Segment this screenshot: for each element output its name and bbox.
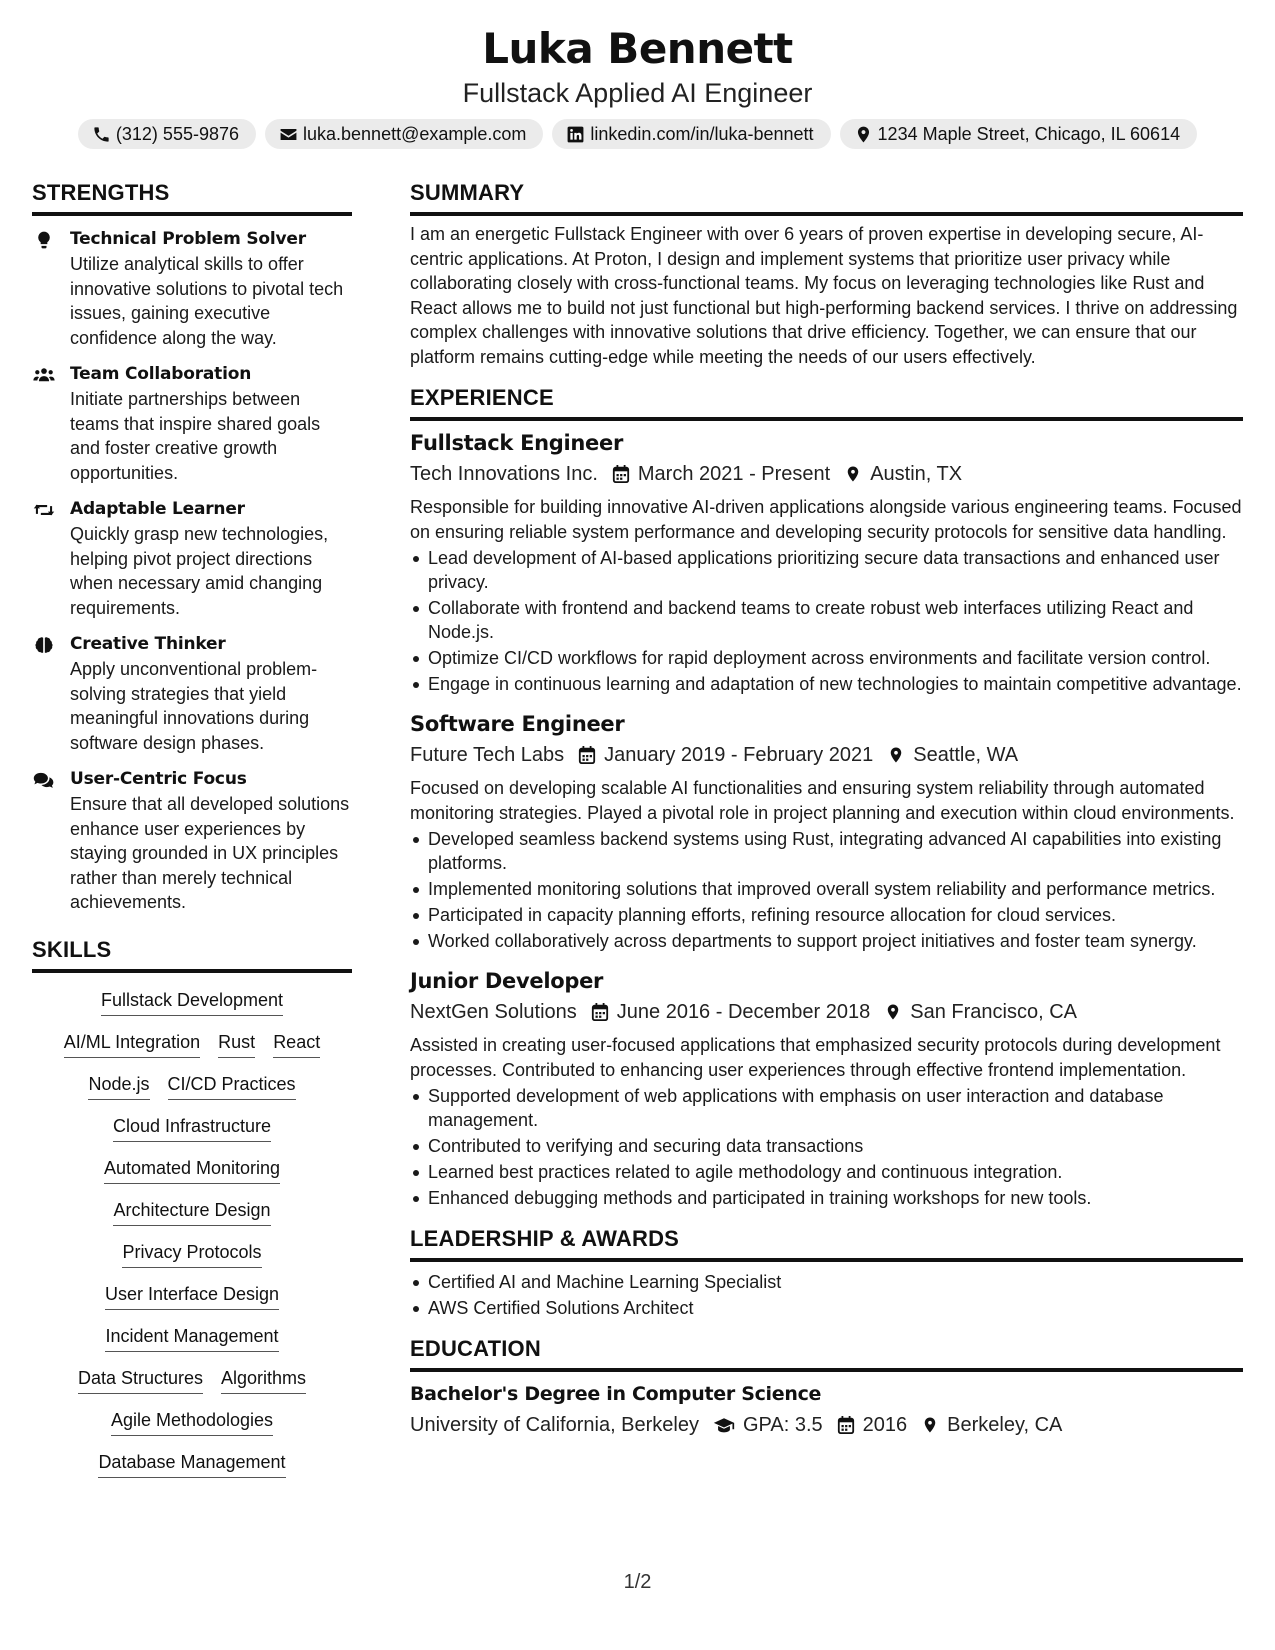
skill-tag: Automated Monitoring [104, 1156, 280, 1184]
job-title: Junior Developer [410, 969, 604, 993]
job-entry [410, 710, 1243, 953]
contact-phone-text: (312) 555-9876 [115, 123, 239, 144]
envelope-icon [279, 125, 298, 144]
job-title: Software Engineer [410, 712, 625, 736]
skill-row [105, 1324, 278, 1352]
job-dates: March 2021 - Present [637, 463, 831, 485]
skill-tag: Node.js [88, 1072, 149, 1100]
education-year: 2016 [862, 1414, 908, 1436]
skill-tag: CI/CD Practices [168, 1072, 296, 1100]
strength-name: Creative Thinker [70, 634, 226, 654]
job-bullets [410, 827, 1243, 953]
brain-icon [32, 634, 56, 656]
contact-phone[interactable] [78, 119, 256, 149]
education-school: University of California, Berkeley [410, 1414, 699, 1436]
skill-row [101, 988, 283, 1016]
job-description: Responsible for building innovative AI-driven applications alongside various engineering teams. Focused on ensuring reliable system performance and developing security protocols for sensitive data handling. [410, 497, 1242, 542]
list-item: Worked collaboratively across departments to support project initiatives and foster team synergy. [410, 929, 1243, 953]
skill-tag: Cloud Infrastructure [113, 1114, 271, 1142]
strength-item [32, 227, 352, 350]
skill-tag: Database Management [98, 1450, 285, 1478]
list-item: Implemented monitoring solutions that improved overall system reliability and performance metrics. [410, 877, 1243, 901]
list-item: AWS Certified Solutions Architect [410, 1296, 1243, 1320]
job-dates: June 2016 - December 2018 [616, 1001, 871, 1023]
resume-header [0, 22, 1275, 149]
job-company: Tech Innovations Inc. [410, 463, 598, 485]
skill-row [88, 1072, 295, 1100]
contact-email[interactable] [265, 119, 543, 149]
job-location: Austin, TX [870, 463, 963, 485]
contact-address[interactable] [840, 119, 1198, 149]
job-location: San Francisco, CA [910, 1001, 1077, 1023]
strength-item [32, 767, 352, 915]
job-entry [410, 429, 1243, 696]
list-item: Collaborate with frontend and backend teams to create robust web interfaces utilizing React and Node.js. [410, 596, 1243, 644]
skill-row [78, 1366, 306, 1394]
page-number: 1/2 [623, 1571, 652, 1593]
skills-section [32, 935, 352, 1478]
contact-address-text: 1234 Maple Street, Chicago, IL 60614 [877, 123, 1181, 144]
job-bullets [410, 546, 1243, 696]
awards-list [410, 1270, 1243, 1320]
strength-description: Apply unconventional problem-solving strategies that yield meaningful innovations during software design phases. [70, 659, 318, 753]
skill-row [104, 1156, 280, 1184]
experience-heading: EXPERIENCE [410, 383, 1243, 421]
skill-tag: Rust [218, 1030, 255, 1058]
job-description: Focused on developing scalable AI functionalities and ensuring system reliability through automated monitoring strategies. Played a pivotal role in project planning and execution within cloud environments. [410, 778, 1235, 823]
skill-tag: User Interface Design [105, 1282, 279, 1310]
graduation-cap-icon [713, 1415, 735, 1435]
list-item: Lead development of AI-based applications prioritizing secure data transactions and enhanced user privacy. [410, 546, 1243, 594]
awards-section [410, 1224, 1243, 1320]
skill-tag: Fullstack Development [101, 988, 283, 1016]
job-meta [410, 740, 1243, 770]
strengths-section [32, 178, 352, 915]
strength-item [32, 362, 352, 485]
calendar-icon [578, 745, 596, 765]
list-item: Learned best practices related to agile methodology and continuous integration. [410, 1160, 1243, 1184]
education-meta [410, 1410, 1243, 1440]
contact-bar [0, 119, 1275, 149]
candidate-title: Fullstack Applied AI Engineer [462, 78, 813, 108]
skill-row [64, 1030, 320, 1058]
education-location: Berkeley, CA [947, 1414, 1063, 1436]
skill-row [98, 1450, 285, 1478]
strengths-heading: STRENGTHS [32, 178, 352, 216]
skill-tag: Architecture Design [113, 1198, 270, 1226]
strength-name: Team Collaboration [70, 364, 252, 384]
job-company: Future Tech Labs [410, 744, 565, 766]
job-meta [410, 459, 1243, 489]
users-icon [32, 364, 56, 386]
job-entry [410, 967, 1243, 1210]
job-bullets [410, 1084, 1243, 1210]
list-item: Enhanced debugging methods and participated in training workshops for new tools. [410, 1186, 1243, 1210]
education-section [410, 1334, 1243, 1440]
summary-heading: SUMMARY [410, 178, 1243, 216]
job-company: NextGen Solutions [410, 1001, 577, 1023]
skill-row [105, 1282, 279, 1310]
education-degree: Bachelor's Degree in Computer Science [410, 1383, 822, 1405]
skill-row [113, 1114, 271, 1142]
strength-item [32, 632, 352, 755]
comments-icon [32, 769, 56, 791]
contact-linkedin[interactable] [552, 119, 830, 149]
job-description: Assisted in creating user-focused applications that emphasized security protocols during development processes. Contributed to enhancing user experiences through effective frontend implementation. [410, 1035, 1221, 1080]
skill-tag: Agile Methodologies [111, 1408, 273, 1436]
skill-tag: AI/ML Integration [64, 1030, 200, 1058]
strength-name: User-Centric Focus [70, 769, 247, 789]
skill-row [113, 1198, 270, 1226]
strength-description: Quickly grasp new technologies, helping pivot project directions when necessary amid changing requirements. [70, 524, 329, 618]
list-item: Participated in capacity planning efforts, refining resource allocation for cloud services. [410, 903, 1243, 927]
education-entry [410, 1380, 1243, 1440]
list-item: Engage in continuous learning and adaptation of new technologies to maintain competitive advantage. [410, 672, 1243, 696]
calendar-icon [612, 464, 630, 484]
retweet-icon [32, 499, 56, 521]
skill-tag: React [273, 1030, 320, 1058]
skill-row [122, 1240, 261, 1268]
experience-section [410, 383, 1243, 1210]
skill-tag: Privacy Protocols [122, 1240, 261, 1268]
strength-description: Initiate partnerships between teams that inspire shared goals and foster creative growth opportunities. [70, 389, 321, 483]
education-gpa: GPA: 3.5 [743, 1414, 823, 1436]
skill-tag: Data Structures [78, 1366, 203, 1394]
job-title: Fullstack Engineer [410, 431, 623, 455]
calendar-icon [591, 1002, 609, 1022]
list-item: Developed seamless backend systems using Rust, integrating advanced AI capabilities into existing platforms. [410, 827, 1243, 875]
strength-name: Technical Problem Solver [70, 229, 306, 249]
contact-email-text: luka.bennett@example.com [303, 123, 527, 144]
skill-tag: Algorithms [221, 1366, 306, 1394]
summary-section [410, 178, 1243, 369]
skill-row [111, 1408, 273, 1436]
lightbulb-icon [32, 229, 56, 251]
candidate-name: Luka Bennett [482, 24, 793, 73]
right-column [410, 178, 1243, 1440]
list-item: Contributed to verifying and securing data transactions [410, 1134, 1243, 1158]
skills-heading: SKILLS [32, 935, 352, 973]
linkedin-icon [566, 125, 585, 144]
location-pin-icon [884, 1002, 902, 1022]
job-dates: January 2019 - February 2021 [604, 744, 874, 766]
skill-tag: Incident Management [105, 1324, 278, 1352]
contact-linkedin-text: linkedin.com/in/luka-bennett [590, 123, 814, 144]
strengths-list [32, 227, 352, 915]
location-pin-icon [844, 464, 862, 484]
strength-item [32, 497, 352, 620]
list-item: Supported development of web applications with emphasis on user interaction and database management. [410, 1084, 1243, 1132]
location-pin-icon [854, 125, 873, 144]
list-item: Optimize CI/CD workflows for rapid deployment across environments and facilitate version control. [410, 646, 1243, 670]
job-location: Seattle, WA [913, 744, 1019, 766]
education-heading: EDUCATION [410, 1334, 1243, 1372]
location-pin-icon [921, 1415, 939, 1435]
location-pin-icon [887, 745, 905, 765]
phone-icon [92, 125, 111, 144]
left-column [32, 178, 352, 1478]
summary-text: I am an energetic Fullstack Engineer with over 6 years of proven expertise in developing secure, AI-centric applications. At Proton, I design and implement systems that prioritize user privacy while collaborating closely with cross-functional teams. My focus on leveraging technologies like Rust and React allows me to build not just functional but high-performing backend services. I thrive on addressing complex challenges with innovative solutions that drive efficiency. Together, we can ensure that our platform remains cutting-edge while meeting the needs of our users effectively. [410, 224, 1238, 367]
calendar-icon [837, 1415, 855, 1435]
awards-heading: LEADERSHIP & AWARDS [410, 1224, 1243, 1262]
strength-description: Ensure that all developed solutions enhance user experiences by staying grounded in UX principles rather than merely technical achievements. [70, 794, 350, 912]
job-meta [410, 997, 1243, 1027]
strength-name: Adaptable Learner [70, 499, 245, 519]
strength-description: Utilize analytical skills to offer innovative solutions to pivotal tech issues, gaining executive confidence along the way. [70, 254, 344, 348]
skills-list [32, 988, 352, 1478]
list-item: Certified AI and Machine Learning Specialist [410, 1270, 1243, 1294]
